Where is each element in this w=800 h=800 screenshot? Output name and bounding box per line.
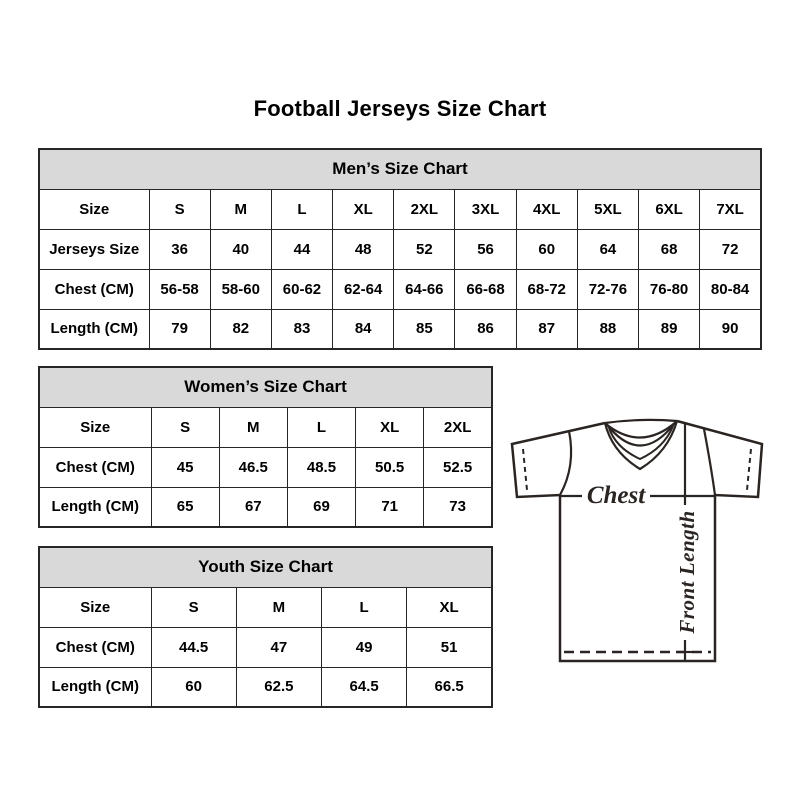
table-row [39,667,492,707]
size-cell: 62-64 [333,269,394,309]
table-title-row [39,547,492,587]
size-cell: 62.5 [236,667,321,707]
row-label: Jerseys Size [39,229,149,269]
table-row [39,309,761,349]
size-cell: 71 [356,487,424,527]
size-cell: 65 [151,487,219,527]
size-cell: 56-58 [149,269,210,309]
size-cell: S [149,189,210,229]
size-cell: 45 [151,447,219,487]
size-cell: 47 [236,627,321,667]
size-cell: 60 [151,667,236,707]
front-length-label: Front Length [675,510,699,634]
size-cell: 83 [271,309,332,349]
jersey-diagram [505,410,767,666]
size-cell: 58-60 [210,269,271,309]
chest-label: Chest [586,482,646,509]
row-label: Size [39,407,151,447]
size-cell: 2XL [424,407,492,447]
size-cell: 48 [333,229,394,269]
size-cell: 73 [424,487,492,527]
size-cell: 69 [287,487,355,527]
size-cell: 51 [407,627,492,667]
size-cell: 6XL [639,189,700,229]
size-cell: 56 [455,229,516,269]
size-cell: 85 [394,309,455,349]
size-cell: 72-76 [577,269,638,309]
row-label: Chest (CM) [39,447,151,487]
size-cell: 60 [516,229,577,269]
womens-size-table [38,366,493,528]
table-row [39,627,492,667]
size-cell: 5XL [577,189,638,229]
table-row [39,189,761,229]
table-row [39,407,492,447]
size-cell: 49 [322,627,407,667]
size-cell: 87 [516,309,577,349]
size-cell: 90 [700,309,761,349]
table-row [39,487,492,527]
size-cell: 72 [700,229,761,269]
size-cell: 66-68 [455,269,516,309]
size-cell: 52 [394,229,455,269]
row-label: Length (CM) [39,309,149,349]
size-cell: 4XL [516,189,577,229]
table-title: Women’s Size Chart [39,367,492,407]
size-cell: XL [333,189,394,229]
size-cell: 84 [333,309,394,349]
size-cell: S [151,407,219,447]
size-cell: L [322,587,407,627]
size-cell: 82 [210,309,271,349]
size-cell: 89 [639,309,700,349]
size-cell: 67 [219,487,287,527]
size-cell: 80-84 [700,269,761,309]
size-cell: 7XL [700,189,761,229]
row-label: Length (CM) [39,667,151,707]
size-cell: M [236,587,321,627]
size-cell: XL [407,587,492,627]
size-cell: 86 [455,309,516,349]
left-armhole-seam [560,431,571,495]
table-row [39,229,761,269]
size-cell: 36 [149,229,210,269]
row-label: Length (CM) [39,487,151,527]
table-title: Men’s Size Chart [39,149,761,189]
size-cell: 3XL [455,189,516,229]
size-cell: 46.5 [219,447,287,487]
collar-back-line [605,420,677,423]
right-armhole-seam [704,429,715,495]
size-cell: XL [356,407,424,447]
size-cell: 50.5 [356,447,424,487]
size-cell: 64 [577,229,638,269]
size-cell: 88 [577,309,638,349]
size-cell: L [287,407,355,447]
size-cell: 76-80 [639,269,700,309]
row-label: Chest (CM) [39,627,151,667]
size-cell: 64-66 [394,269,455,309]
table-title: Youth Size Chart [39,547,492,587]
size-cell: 60-62 [271,269,332,309]
size-cell: 64.5 [322,667,407,707]
size-cell: 68 [639,229,700,269]
size-cell: 44 [271,229,332,269]
table-row [39,447,492,487]
table-row [39,269,761,309]
size-cell: 48.5 [287,447,355,487]
mens-size-table [38,148,762,350]
size-cell: 52.5 [424,447,492,487]
left-cuff-dashed-line [523,449,527,490]
size-cell: 40 [210,229,271,269]
row-label: Size [39,189,149,229]
table-title-row [39,149,761,189]
size-cell: L [271,189,332,229]
size-cell: S [151,587,236,627]
size-cell: 2XL [394,189,455,229]
size-cell: M [219,407,287,447]
size-cell: 66.5 [407,667,492,707]
right-cuff-dashed-line [747,449,751,490]
size-cell: 68-72 [516,269,577,309]
size-cell: M [210,189,271,229]
row-label: Size [39,587,151,627]
page-title: Football Jerseys Size Chart [253,96,547,121]
table-title-row [39,367,492,407]
size-cell: 44.5 [151,627,236,667]
row-label: Chest (CM) [39,269,149,309]
size-cell: 79 [149,309,210,349]
youth-size-table [38,546,493,708]
table-row [39,587,492,627]
